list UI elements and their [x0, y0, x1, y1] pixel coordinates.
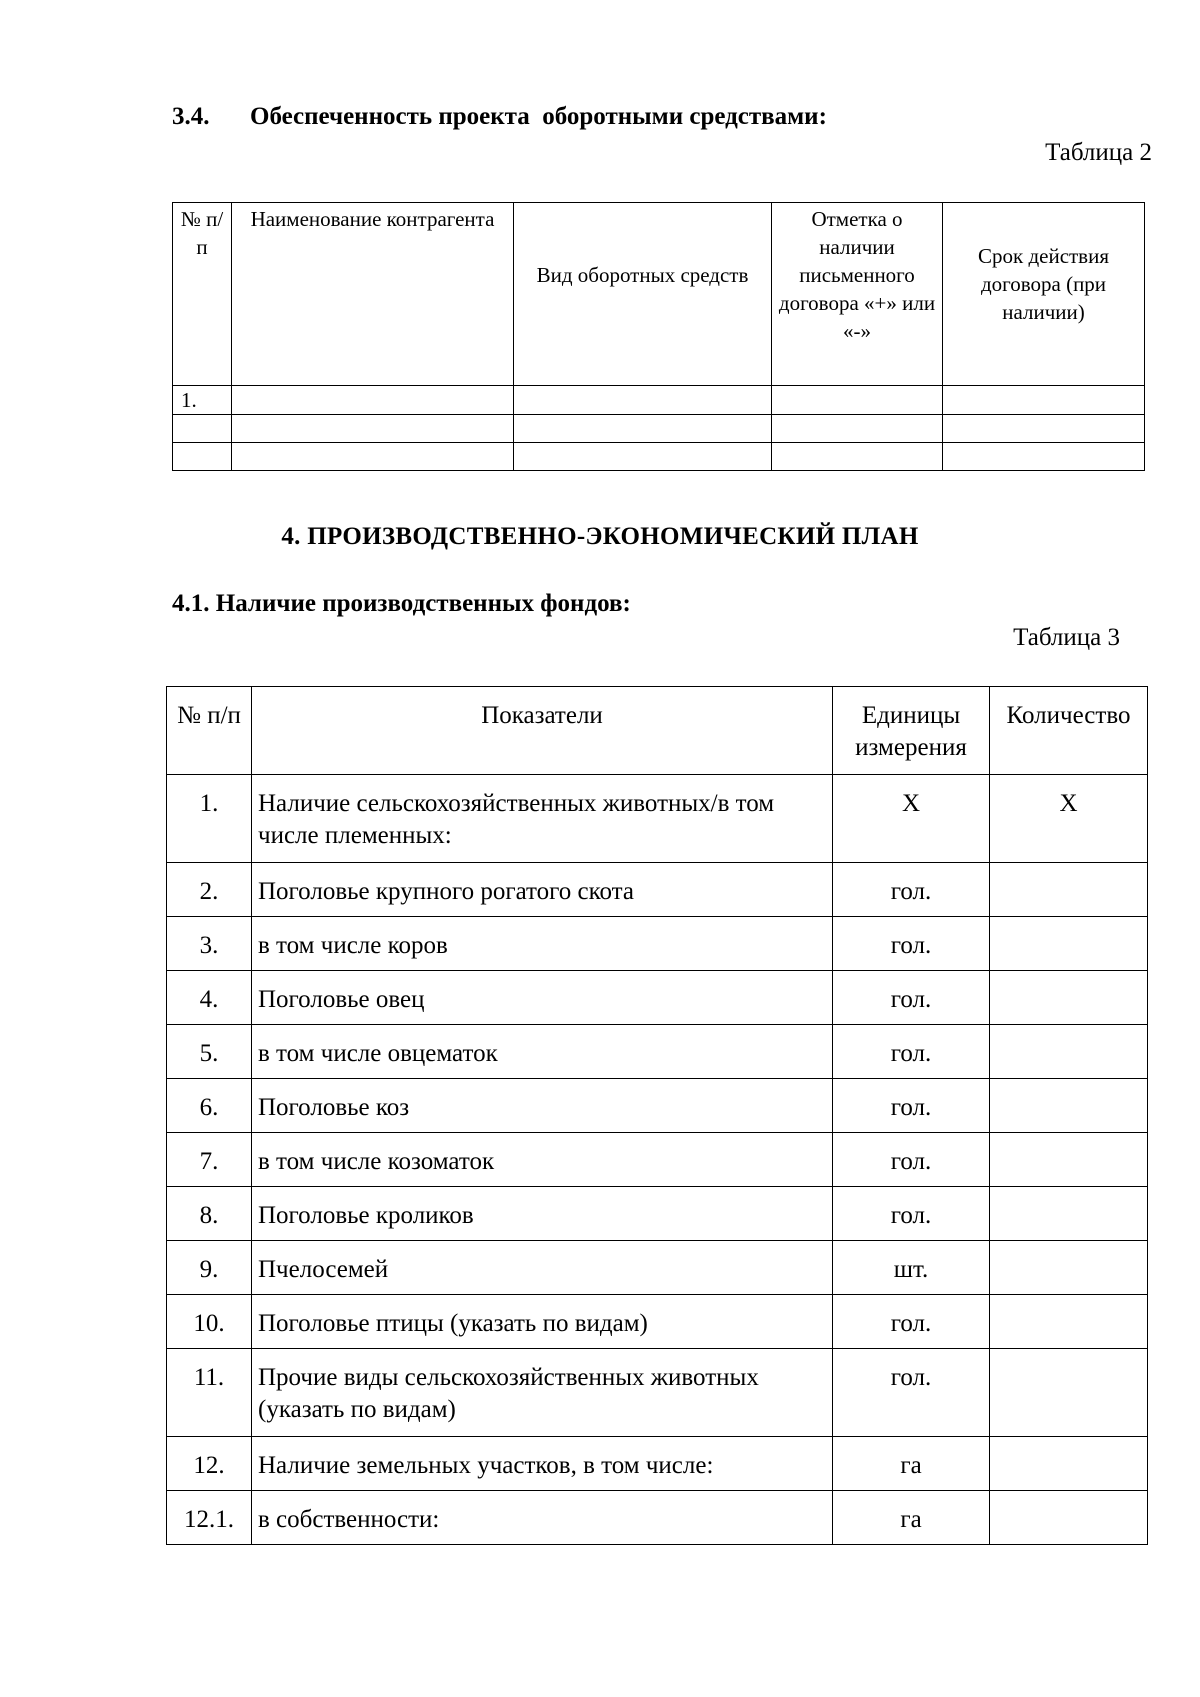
cell-counterparty[interactable]: [232, 443, 514, 471]
table-row: [167, 863, 1148, 917]
section-3-4-number: 3.4.: [172, 103, 210, 130]
production-assets-table: [166, 686, 1148, 1545]
cell-quantity[interactable]: [990, 1437, 1148, 1491]
cell-quantity[interactable]: [990, 1025, 1148, 1079]
cell-unit: гол.: [833, 863, 990, 917]
table-row: [167, 1241, 1148, 1295]
table-row: [173, 386, 1145, 415]
cell-asset-type[interactable]: [514, 443, 772, 471]
header-number: № п/п: [167, 687, 252, 775]
cell-number: 2.: [167, 863, 252, 917]
header-asset-type: Вид оборотных средств: [514, 203, 772, 386]
cell-number[interactable]: 1.: [173, 386, 232, 415]
cell-contract-term[interactable]: [943, 443, 1145, 471]
cell-number: 12.: [167, 1437, 252, 1491]
table-row: [173, 443, 1145, 471]
header-counterparty: Наименование контрагента: [232, 203, 514, 386]
cell-indicator: в том числе коров: [252, 917, 833, 971]
cell-quantity[interactable]: [990, 1491, 1148, 1545]
cell-asset-type[interactable]: [514, 415, 772, 443]
cell-unit: га: [833, 1437, 990, 1491]
cell-number: 4.: [167, 971, 252, 1025]
table-row: [167, 1079, 1148, 1133]
cell-unit: гол.: [833, 917, 990, 971]
cell-quantity[interactable]: [990, 917, 1148, 971]
cell-quantity[interactable]: X: [990, 775, 1148, 863]
cell-contract-term[interactable]: [943, 415, 1145, 443]
table-row: [167, 1491, 1148, 1545]
cell-indicator: Поголовье овец: [252, 971, 833, 1025]
cell-unit: гол.: [833, 1349, 990, 1437]
table-2-caption: Таблица 2: [1045, 139, 1152, 166]
cell-contract-mark[interactable]: [772, 386, 943, 415]
cell-quantity[interactable]: [990, 1295, 1148, 1349]
table-row: [167, 775, 1148, 863]
table-row: [167, 971, 1148, 1025]
header-units: Единицы измерения: [833, 687, 990, 775]
cell-indicator: Пчелосемей: [252, 1241, 833, 1295]
table-row: [167, 1349, 1148, 1437]
cell-indicator: Поголовье кроликов: [252, 1187, 833, 1241]
cell-unit: гол.: [833, 1187, 990, 1241]
table-row: [167, 1295, 1148, 1349]
working-capital-table: [172, 202, 1145, 471]
header-quantity: Количество: [990, 687, 1148, 775]
cell-contract-term[interactable]: [943, 386, 1145, 415]
table-row: [167, 1437, 1148, 1491]
section-4-1-title: 4.1. Наличие производственных фондов:: [172, 590, 631, 617]
cell-indicator: Поголовье коз: [252, 1079, 833, 1133]
cell-number: 11.: [167, 1349, 252, 1437]
cell-indicator: Прочие виды сельскохозяйственных животных (указать по видам): [252, 1349, 833, 1437]
cell-quantity[interactable]: [990, 1079, 1148, 1133]
production-assets-rows: [167, 775, 1148, 1545]
cell-contract-mark[interactable]: [772, 443, 943, 471]
header-indicators: Показатели: [252, 687, 833, 775]
cell-number: 10.: [167, 1295, 252, 1349]
cell-indicator: Наличие земельных участков, в том числе:: [252, 1437, 833, 1491]
table-header-row: [167, 687, 1148, 775]
cell-number: 9.: [167, 1241, 252, 1295]
cell-number: 12.1.: [167, 1491, 252, 1545]
cell-number: 8.: [167, 1187, 252, 1241]
cell-quantity[interactable]: [990, 1133, 1148, 1187]
cell-unit: га: [833, 1491, 990, 1545]
cell-number[interactable]: [173, 443, 232, 471]
section-3-4-heading: [172, 103, 827, 131]
table-row: [173, 415, 1145, 443]
cell-quantity[interactable]: [990, 1187, 1148, 1241]
table-row: [167, 917, 1148, 971]
cell-quantity[interactable]: [990, 1349, 1148, 1437]
cell-contract-mark[interactable]: [772, 415, 943, 443]
cell-counterparty[interactable]: [232, 415, 514, 443]
cell-unit: гол.: [833, 1295, 990, 1349]
cell-number: 5.: [167, 1025, 252, 1079]
cell-indicator: Наличие сельскохозяйственных животных/в том числе племенных:: [252, 775, 833, 863]
cell-indicator: в том числе козоматок: [252, 1133, 833, 1187]
cell-number[interactable]: [173, 415, 232, 443]
cell-counterparty[interactable]: [232, 386, 514, 415]
cell-indicator: в собственности:: [252, 1491, 833, 1545]
table-row: [167, 1025, 1148, 1079]
cell-number: 3.: [167, 917, 252, 971]
cell-asset-type[interactable]: [514, 386, 772, 415]
cell-unit: шт.: [833, 1241, 990, 1295]
cell-quantity[interactable]: [990, 1241, 1148, 1295]
cell-indicator: Поголовье крупного рогатого скота: [252, 863, 833, 917]
cell-number: 7.: [167, 1133, 252, 1187]
header-number: № п/п: [173, 203, 232, 386]
cell-indicator: Поголовье птицы (указать по видам): [252, 1295, 833, 1349]
cell-number: 1.: [167, 775, 252, 863]
cell-indicator: в том числе овцематок: [252, 1025, 833, 1079]
cell-unit: гол.: [833, 971, 990, 1025]
cell-unit: гол.: [833, 1025, 990, 1079]
table-row: [167, 1187, 1148, 1241]
section-4-title: 4. ПРОИЗВОДСТВЕННО-ЭКОНОМИЧЕСКИЙ ПЛАН: [281, 523, 919, 550]
table-row: [167, 1133, 1148, 1187]
cell-quantity[interactable]: [990, 971, 1148, 1025]
cell-unit: гол.: [833, 1133, 990, 1187]
cell-unit: X: [833, 775, 990, 863]
cell-number: 6.: [167, 1079, 252, 1133]
cell-unit: гол.: [833, 1079, 990, 1133]
header-contract-mark: Отметка о наличии письменного договора «+» или «-»: [772, 203, 943, 386]
table-3-caption: Таблица 3: [1013, 624, 1120, 651]
section-3-4-title: Обеспеченность проекта оборотными средствами:: [250, 103, 827, 130]
cell-quantity[interactable]: [990, 863, 1148, 917]
table-header-row: [173, 203, 1145, 386]
header-contract-term: Срок действия договора (при наличии): [943, 203, 1145, 386]
